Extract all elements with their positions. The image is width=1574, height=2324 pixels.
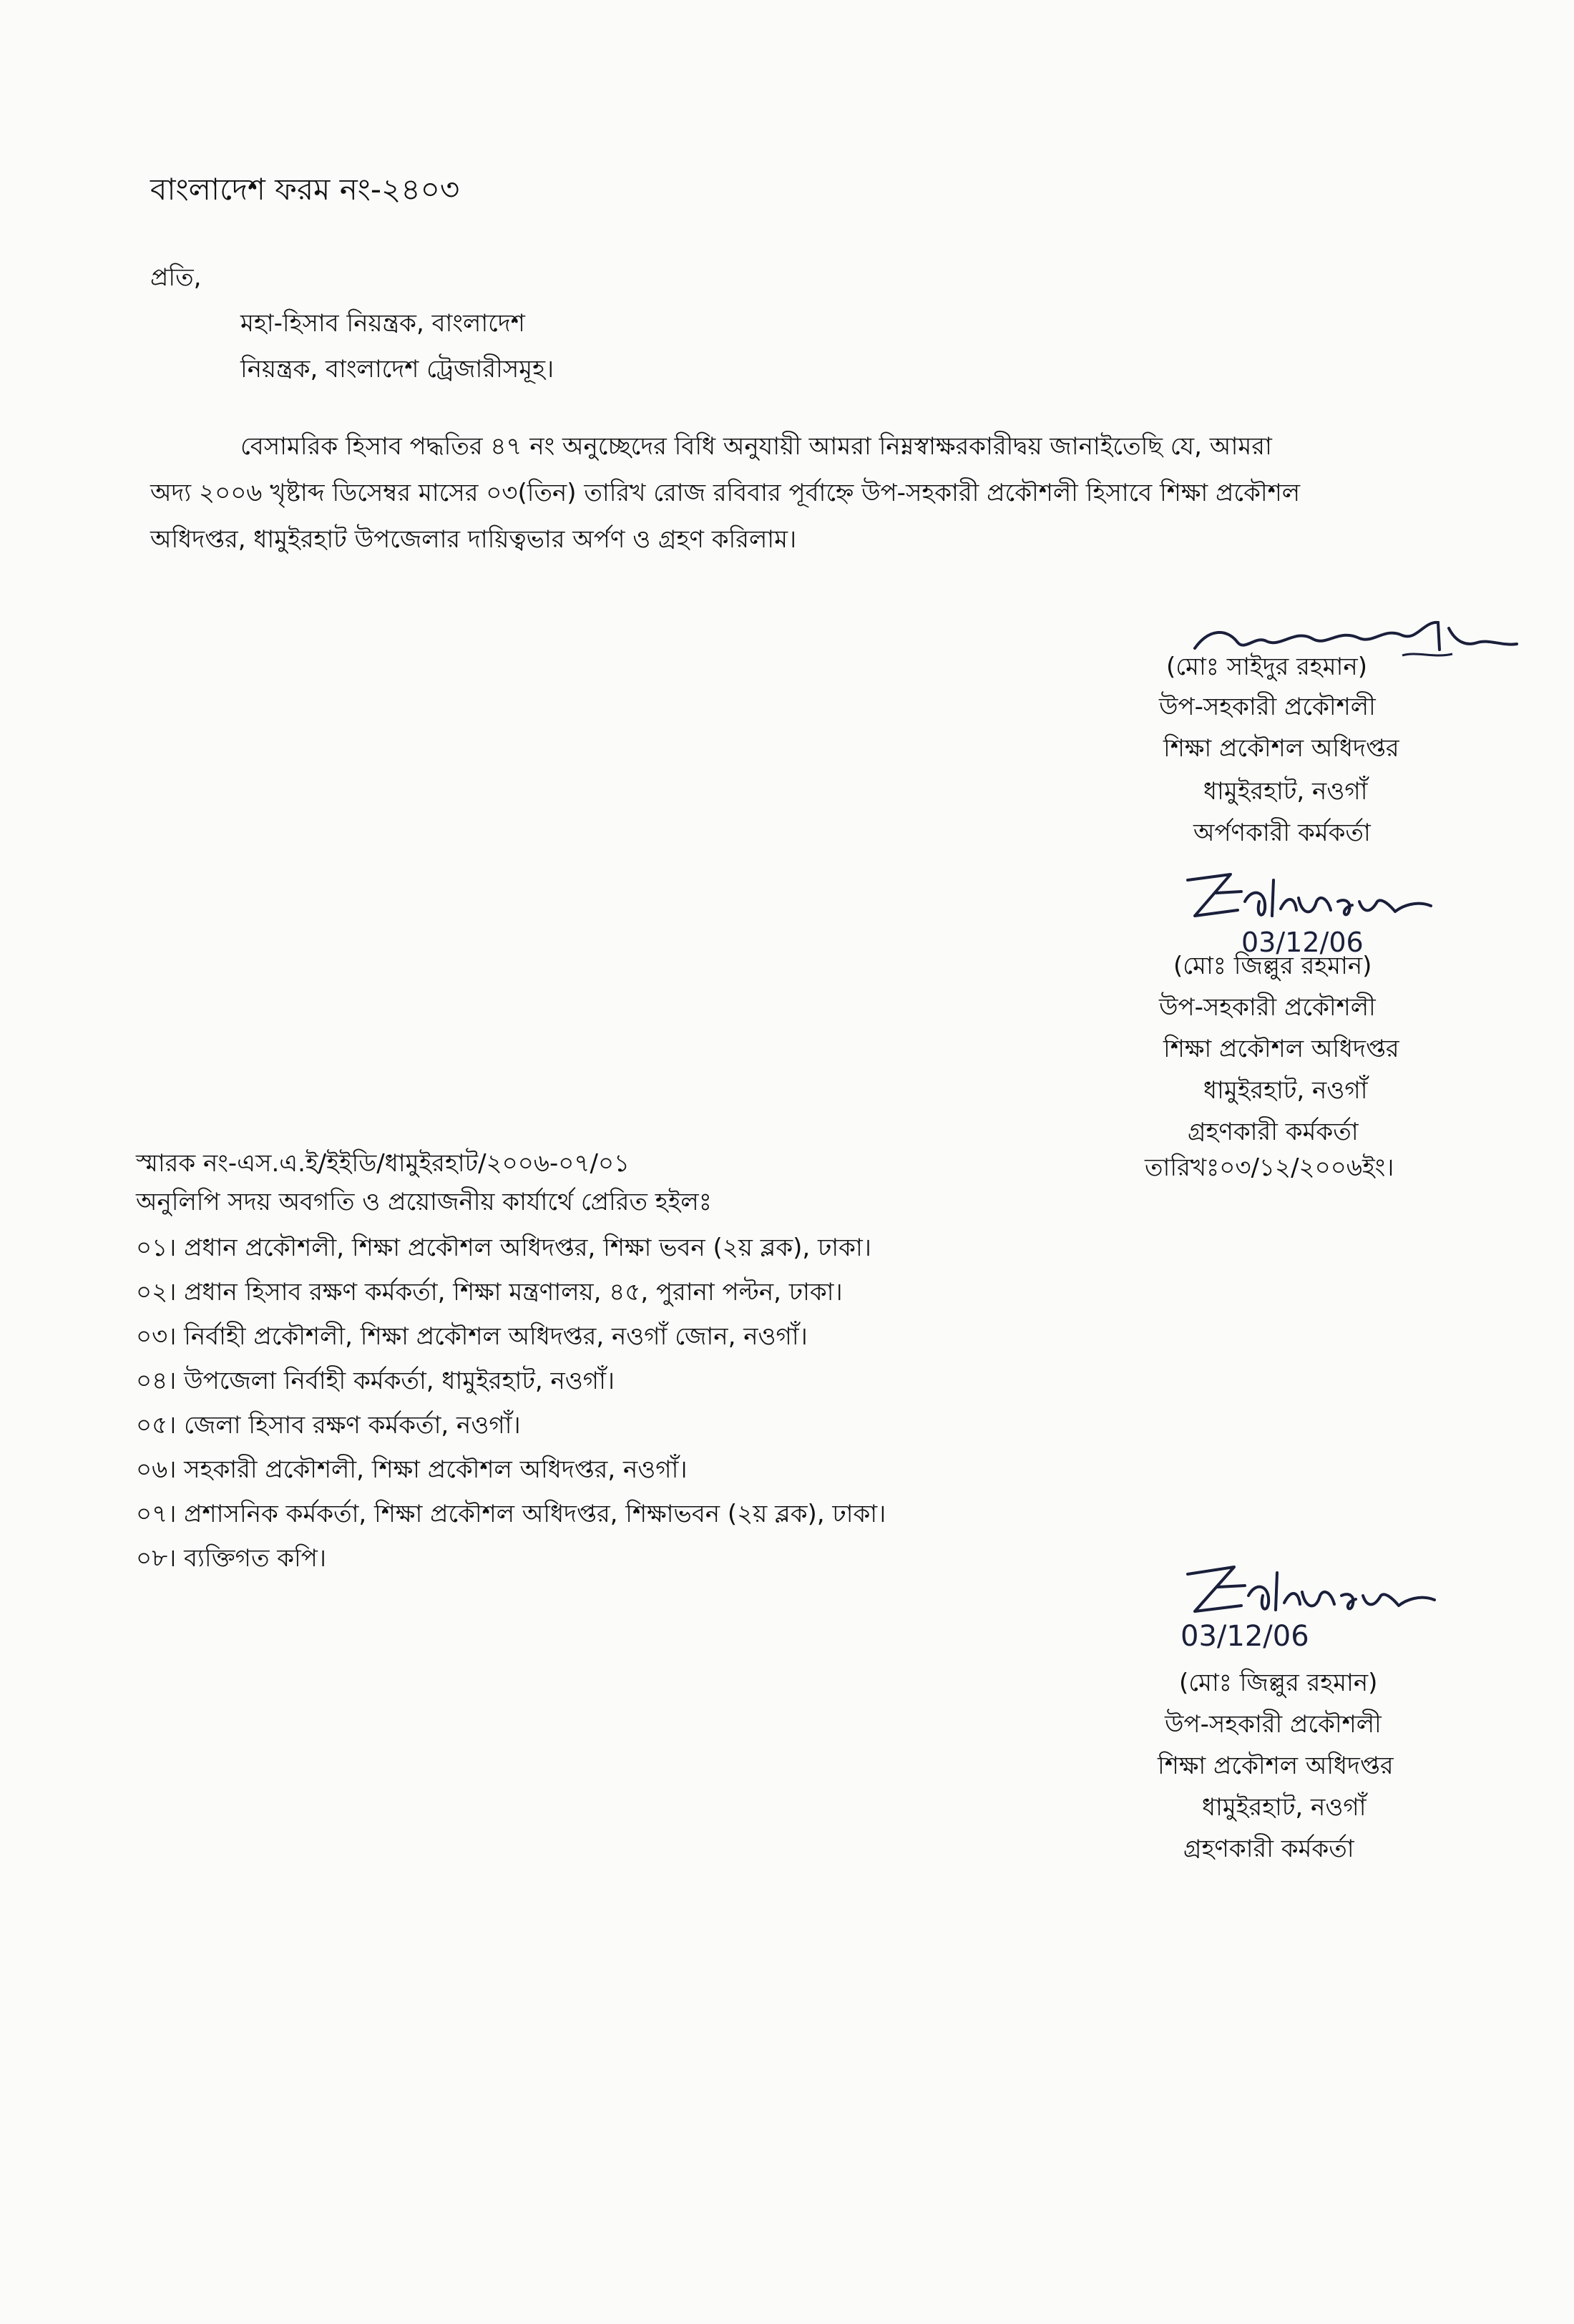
signatory-3-office: শিক্ষা প্রকৌশল অধিদপ্তর xyxy=(1158,1752,1394,1780)
body-line-2: অদ্য ২০০৬ খৃষ্টাব্দ ডিসেম্বর মাসের ০৩(তিন) তারিখ রোজ রবিবার পূর্বাহ্নে উপ-সহকারী প্রকৌশলী হিসাবে শিক্ষা প্রকৌশল xyxy=(150,479,1301,507)
signatory-1-name: (মোঃ সাইদুর রহমান) xyxy=(1166,653,1367,681)
signatory-2-name: (মোঃ জিল্লুর রহমান) xyxy=(1173,952,1372,980)
addressee-2: নিয়ন্ত্রক, বাংলাদেশ ট্রেজারীসমূহ। xyxy=(240,355,554,384)
copy-list-item: ০১। প্রধান প্রকৌশলী, শিক্ষা প্রকৌশল অধিদপ্তর, শিক্ষা ভবন (২য় ব্লক), ঢাকা। xyxy=(136,1234,871,1262)
signature-2-date: 03/12/06 xyxy=(1241,927,1364,958)
salutation: প্রতি, xyxy=(150,263,202,292)
memo-number: স্মারক নং-এস.এ.ই/ইইডি/ধামুইরহাট/২০০৬-০৭/০১ xyxy=(136,1149,630,1178)
signatory-3-designation: উপ-সহকারী প্রকৌশলী xyxy=(1165,1710,1382,1739)
copy-list-item: ০৫। জেলা হিসাব রক্ষণ কর্মকর্তা, নওগাঁ। xyxy=(136,1411,521,1440)
signature-3-date: 03/12/06 xyxy=(1180,1620,1309,1653)
signatory-3-location: ধামুইরহাট, নওগাঁ xyxy=(1202,1793,1367,1822)
copy-list-item: ০৮। ব্যক্তিগত কপি। xyxy=(136,1544,327,1573)
signatory-3-role: গ্রহণকারী কর্মকর্তা xyxy=(1183,1835,1354,1863)
copy-list-item: ০৩। নির্বাহী প্রকৌশলী, শিক্ষা প্রকৌশল অধিদপ্তর, নওগাঁ জোন, নওগাঁ। xyxy=(136,1322,808,1351)
signatory-1-role: অর্পণকারী কর্মকর্তা xyxy=(1193,819,1371,847)
handwritten-signature-3 xyxy=(1173,1546,1445,1653)
signatory-2-date: তারিখঃ০৩/১২/২০০৬ইং। xyxy=(1145,1153,1394,1182)
body-line-1: বেসামরিক হিসাব পদ্ধতির ৪৭ নং অনুচ্ছেদের বিধি অনুযায়ী আমরা নিম্নস্বাক্ষরকারীদ্বয় জানাইতেছি যে, আমরা xyxy=(240,432,1272,461)
copy-list-item: ০২। প্রধান হিসাব রক্ষণ কর্মকর্তা, শিক্ষা মন্ত্রণালয়, ৪৫, পুরানা পল্টন, ঢাকা। xyxy=(136,1278,843,1307)
signatory-1-office: শিক্ষা প্রকৌশল অধিদপ্তর xyxy=(1163,734,1399,763)
signatory-2-office: শিক্ষা প্রকৌশল অধিদপ্তর xyxy=(1163,1035,1399,1063)
memo-intro: অনুলিপি সদয় অবগতি ও প্রয়োজনীয় কার্যার্থে প্রেরিত হইলঃ xyxy=(136,1188,712,1216)
signatory-2-role: গ্রহণকারী কর্মকর্তা xyxy=(1188,1118,1359,1146)
signatory-1-designation: উপ-সহকারী প্রকৌশলী xyxy=(1159,693,1376,721)
copy-list-item: ০৬। সহকারী প্রকৌশলী, শিক্ষা প্রকৌশল অধিদপ্তর, নওগাঁ। xyxy=(136,1455,688,1484)
handwritten-signature-2 xyxy=(1173,859,1445,959)
signatory-3-name: (মোঃ জিল্লুর রহমান) xyxy=(1179,1669,1378,1697)
signatory-1-location: ধামুইরহাট, নওগাঁ xyxy=(1203,777,1368,806)
signatory-2-location: ধামুইরহাট, নওগাঁ xyxy=(1203,1076,1368,1105)
copy-list-item: ০৭। প্রশাসনিক কর্মকর্তা, শিক্ষা প্রকৌশল অধিদপ্তর, শিক্ষাভবন (২য় ব্লক), ঢাকা। xyxy=(136,1500,886,1528)
form-title: বাংলাদেশ ফরম নং-২৪০৩ xyxy=(150,172,460,207)
body-line-3: অধিদপ্তর, ধামুইরহাট উপজেলার দায়িত্বভার অর্পণ ও গ্রহণ করিলাম। xyxy=(150,525,797,554)
signatory-2-designation: উপ-সহকারী প্রকৌশলী xyxy=(1159,993,1376,1022)
copy-list-item: ০৪। উপজেলা নির্বাহী কর্মকর্তা, ধামুইরহাট, নওগাঁ। xyxy=(136,1367,615,1395)
addressee-1: মহা-হিসাব নিয়ন্ত্রক, বাংলাদেশ xyxy=(240,309,525,338)
